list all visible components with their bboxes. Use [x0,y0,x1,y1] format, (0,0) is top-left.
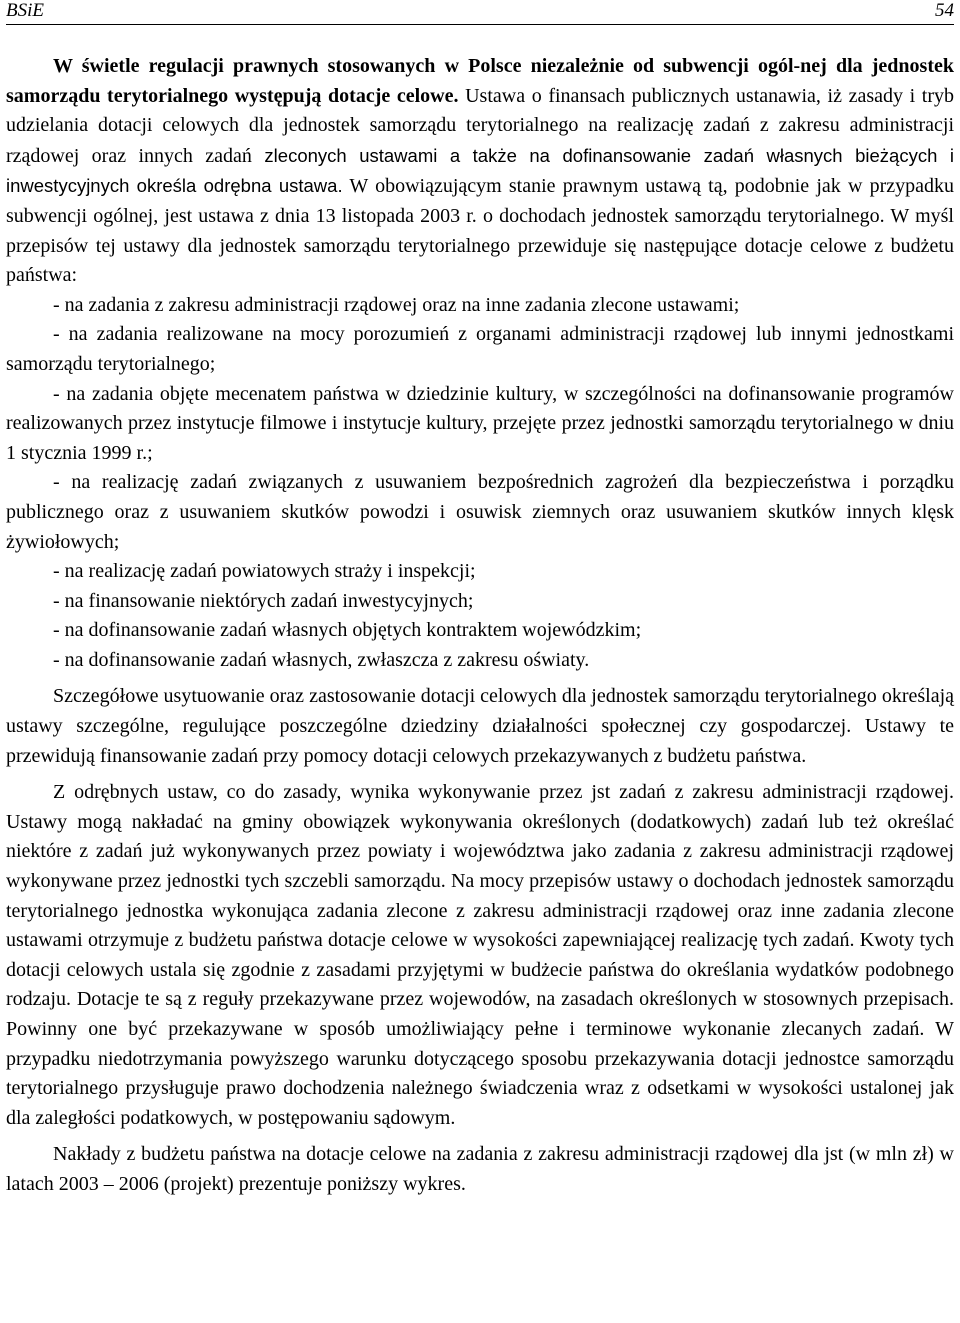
intro-text-1: Ustawa o finansach publicznych ustanawia, iż zasady i tryb udzielania dotacji celowych dla jednostek samorządu terytorialnego na realizację zadań z zakresu administracji rządowej oraz innych zadań [6,84,954,167]
intro-text-sans: zleconych ustawami a także na dofinansowanie zadań własnych bieżących i inwestycyjnych określa odrębna ustawa. [6,144,954,197]
list-item: - na realizację zadań powiatowych straży i inspekcji; [53,560,476,583]
list-item: - na zadania z zakresu administracji rządowej oraz na inne zadania zlecone ustawami; [53,293,740,316]
list-item: - na finansowanie niektórych zadań inwestycyjnych; [53,589,474,612]
page-header [6,0,954,25]
list-item: - na zadania objęte mecenatem państwa w dziedzinie kultury, w szczególności na dofinansowanie programów realizowanych przez instytucje filmowe i instytucje kultury, przejęte przez jednostki samorządu terytorialnego w dniu 1 stycznia 1999 r.; [6,382,954,464]
page-number: 54 [935,0,954,21]
body-text [6,52,954,1200]
list-item: - na zadania realizowane na mocy porozumień z organami administracji rządowej lub innymi jednostkami samorządu terytorialnego; [6,323,954,375]
intro-bold-lead: W świetle regulacji prawnych stosowanych w Polsce niezależnie od subwencji ogól-nej dla jednostek samorządu terytorialnego występują dotacje celowe. [6,55,954,107]
paragraph-separate-acts: Z odrębnych ustaw, co do zasady, wynika wykonywanie przez jst zadań z zakresu administracji rządowej. Ustawy mogą nakładać na gminy obowiązek wykonywania określonych (dodatkowych) zadań lub też określać niektóre z zadań już wykonywanych przez powiaty i województwa jako zadania z zakresu administracji rządowej wykonywane przez jednostki tych szczebli samorządu. Na mocy przepisów ustawy o dochodach jednostek samorządu terytorialnego jednostka wykonująca zadania zlecone z zakresu administracji rządowej oraz inne zadania zlecone ustawami otrzymuje z budżetu państwa dotacje celowe w wysokości zapewniającej realizację tych zadań. Kwoty tych dotacji celowych ustala się zgodnie z zasadami przyjętymi w budżecie państwa do określania wydatków podobnego rodzaju. Dotacje te są z reguły przekazywane przez wojewodów, na zasadach określonych w stosownych przepisach. Powinny one być przekazywane w sposób umożliwiający pełne i terminowe wykonanie zlecanych zadań. W przypadku niedotrzymania powyższego warunku dotyczącego sposobu przekazywania dotacji jednostce samorządu terytorialnego przysługuje prawo dochodzenia należnego świadczenia wraz z odsetkami w wysokości ustalonej jak dla zaległości podatkowych, w postępowaniu sądowym. [6,781,954,1129]
intro-paragraph [6,52,954,291]
paragraph-chart-intro: Nakłady z budżetu państwa na dotacje celowe na zadania z zakresu administracji rządowej dla jst (w mln zł) w latach 2003 – 2006 (projekt) prezentuje poniższy wykres. [6,1143,954,1195]
journal-abbreviation: BSiE [6,0,44,21]
paragraph-detailed-regulation: Szczegółowe usytuowanie oraz zastosowanie dotacji celowych dla jednostek samorządu terytorialnego określają ustawy szczególne, regulujące poszczególne dziedziny działalności społecznej czy gospodarczej. Ustawy te przewidują finansowanie zadań przy pomocy dotacji celowych przekazywanych z budżetu państwa. [6,685,954,767]
intro-text-3: W myśl przepisów tej ustawy dla jednostek samorządu terytorialnego przewiduje się następujące dotacje celowe z budżetu państwa: [6,204,954,287]
list-item: - na dofinansowanie zadań własnych, zwłaszcza z zakresu oświaty. [53,648,590,671]
list-item: - na realizację zadań związanych z usuwaniem bezpośrednich zagrożeń dla bezpieczeństwa i porządku publicznego oraz z usuwaniem skutków powodzi i osuwisk ziemnych oraz usuwaniem skutków innych klęsk żywiołowych; [6,471,954,553]
list-item: - na dofinansowanie zadań własnych objętych kontraktem wojewódzkim; [53,619,642,642]
intro-text-2: W obowiązującym stanie prawnym ustawą tą, podobnie jak w przypadku subwencji ogólnej, jest ustawa z dnia 13 listopada 2003 r. o dochodach jednostek samorządu terytorialnego. [6,175,954,227]
